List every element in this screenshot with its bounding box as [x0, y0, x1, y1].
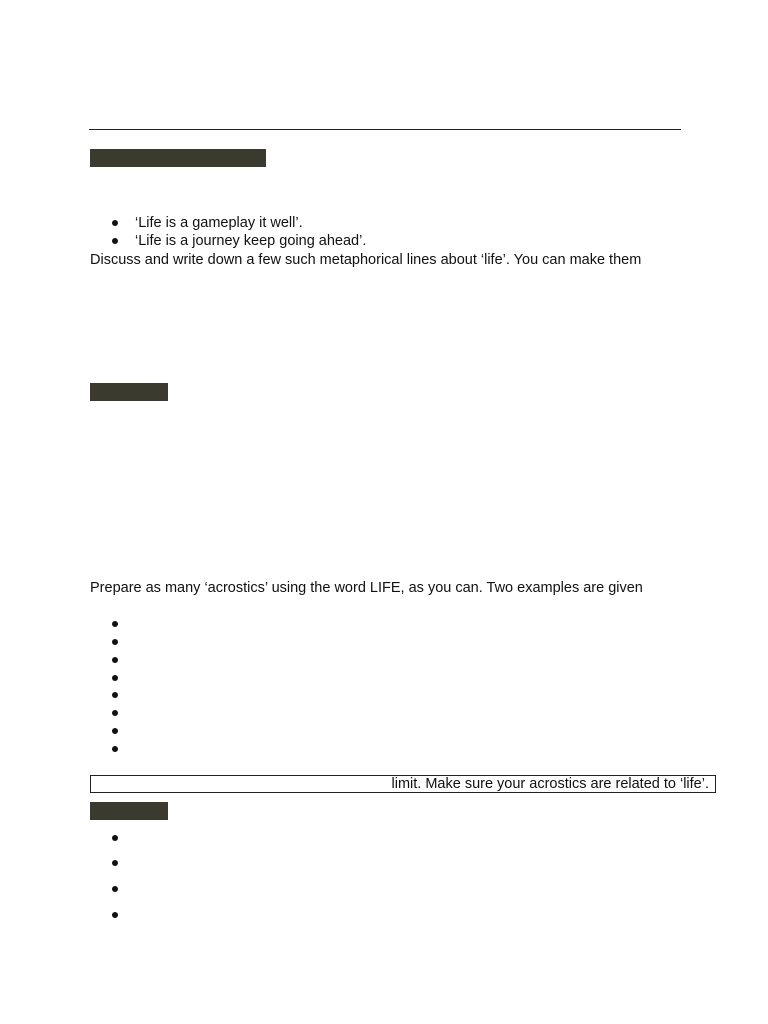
metaphor-example: ‘Life is a journey keep going ahead’.: [135, 233, 367, 249]
empty-bullet: [112, 728, 118, 734]
empty-bullet: [112, 886, 118, 892]
bullet-dot: [112, 238, 118, 244]
framed-note: limit. Make sure your acrostics are related to ‘life’.: [391, 776, 709, 792]
section-heading-bar: [90, 383, 168, 401]
header-rule: [89, 129, 681, 130]
empty-bullet: [112, 657, 118, 663]
empty-bullet: [112, 675, 118, 681]
section-heading-bar: [90, 802, 168, 820]
empty-bullet: [112, 692, 118, 698]
acrostic-instruction: Prepare as many ‘acrostics’ using the word LIFE, as you can. Two examples are given: [90, 580, 643, 596]
empty-bullet: [112, 710, 118, 716]
metaphor-example: ‘Life is a gameplay it well’.: [135, 215, 303, 231]
framed-text-box: [90, 775, 716, 793]
empty-bullet: [112, 912, 118, 918]
empty-bullet: [112, 746, 118, 752]
discussion-instruction: Discuss and write down a few such metaphorical lines about ‘life’. You can make them: [90, 252, 642, 268]
section-heading-bar: [90, 149, 266, 167]
bullet-dot: [112, 220, 118, 226]
empty-bullet: [112, 639, 118, 645]
empty-bullet: [112, 621, 118, 627]
empty-bullet: [112, 835, 118, 841]
empty-bullet: [112, 860, 118, 866]
